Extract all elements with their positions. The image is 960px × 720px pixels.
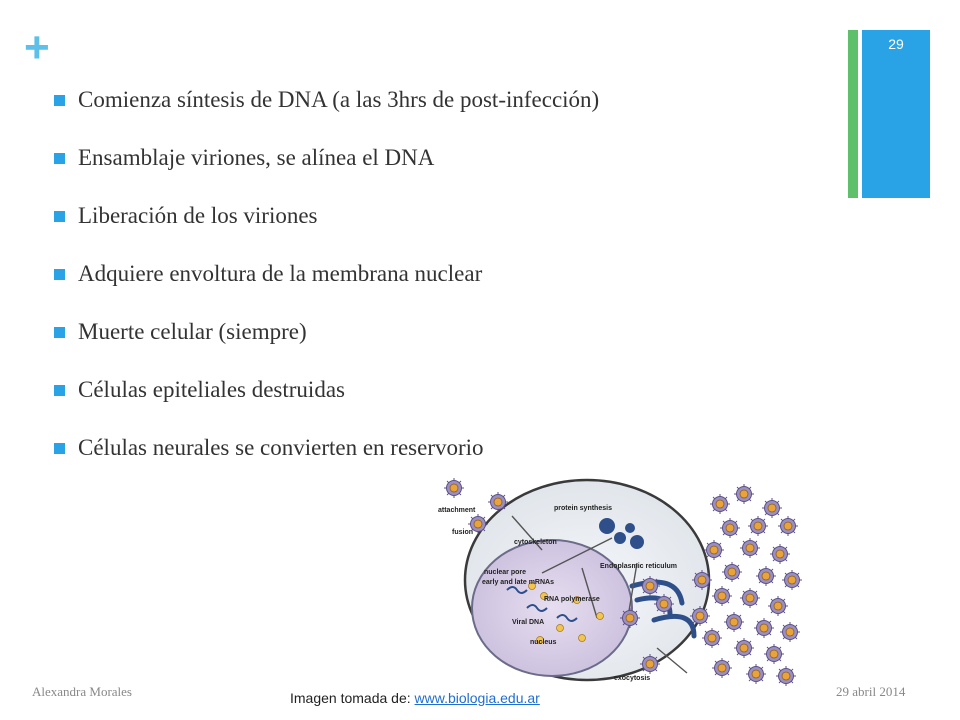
bullet-item [54, 138, 834, 196]
image-credit-prefix: Imagen tomada de: [290, 690, 415, 706]
bullet-text: Adquiere envoltura de la membrana nuclear [78, 261, 483, 286]
bullet-list [54, 80, 834, 486]
bullet-item [54, 254, 834, 312]
label-exocytosis: exocytosis [614, 675, 651, 682]
label-endoplasmic-reticulum: Endoplasmic reticulum [600, 563, 678, 570]
bullet-text: Liberación de los viriones [78, 203, 318, 228]
bullet-square-icon [54, 95, 65, 106]
label-attachment: attachment [438, 507, 476, 514]
label-viral-dna: Viral DNA [512, 619, 545, 626]
accent-bar-blue [862, 30, 930, 198]
accent-bar-green [848, 30, 858, 198]
bullet-item [54, 370, 834, 428]
label-fusion: fusion [452, 529, 473, 536]
label-protein-synthesis: protein synthesis [554, 505, 612, 512]
label-rna-polymerase: RNA polymerase [544, 596, 600, 603]
bullet-text: Células epiteliales destruidas [78, 377, 345, 402]
bullet-square-icon [54, 385, 65, 396]
nucleus-shape [472, 540, 632, 676]
label-cytoskeleton: cytoskeleton [514, 539, 557, 546]
bullet-item [54, 312, 834, 370]
footer-author: Alexandra Morales [32, 684, 132, 699]
virus-replication-diagram [432, 468, 802, 688]
bullet-text: Muerte celular (siempre) [78, 319, 307, 344]
label-early-late-mrnas: early and late mRNAs [482, 579, 554, 586]
bullet-square-icon [54, 153, 65, 164]
bullet-text: Ensamblaje viriones, se alínea el DNA [78, 145, 435, 170]
label-nucleus: nucleus [530, 639, 557, 646]
plus-icon: + [24, 23, 50, 72]
bullet-text: Células neurales se convierten en reservorio [78, 435, 484, 460]
label-nuclear-pore: nuclear pore [484, 569, 527, 576]
bullet-item [54, 196, 834, 254]
bullet-square-icon [54, 269, 65, 280]
bullet-square-icon [54, 443, 65, 454]
bullet-item [54, 80, 834, 138]
virions-released [690, 484, 802, 686]
bullet-square-icon [54, 327, 65, 338]
image-credit [290, 690, 540, 706]
image-credit-link[interactable]: www.biologia.edu.ar [414, 690, 540, 706]
slide-number: 29 [888, 36, 904, 52]
bullet-text: Comienza síntesis de DNA (a las 3hrs de post-infección) [78, 87, 600, 112]
bullet-square-icon [54, 211, 65, 222]
diagram-svg [432, 468, 802, 688]
footer-date: 29 abril 2014 [836, 684, 906, 699]
